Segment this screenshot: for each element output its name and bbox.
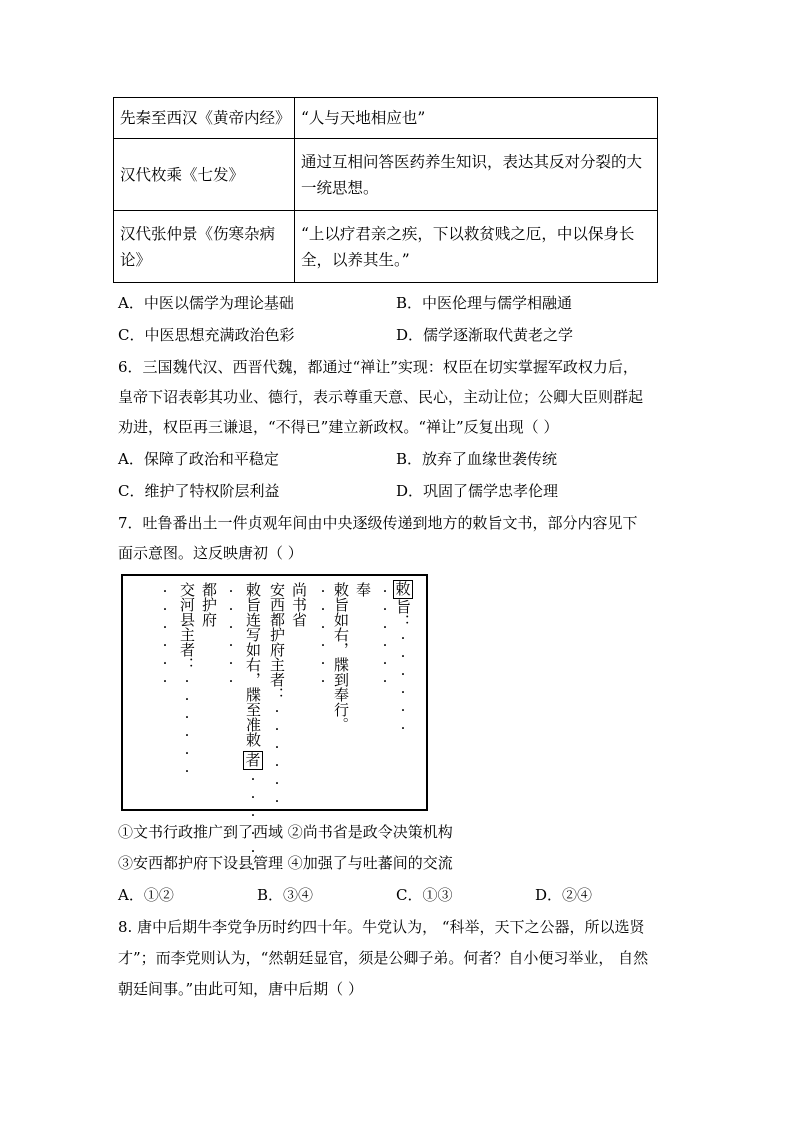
- q7-statements-1-2: ①文书行政推广到了西域 ②尚书省是政令决策机构: [118, 823, 453, 841]
- doc-column-text: 敕旨连写如右，牒至准敕: [244, 582, 262, 747]
- doc-column-text: 奉: [354, 582, 372, 597]
- doc-column-text: ······: [244, 770, 262, 878]
- doc-column: [353, 582, 373, 601]
- doc-column: [331, 582, 351, 736]
- table-cell-content: “人与天地相应也”: [295, 98, 658, 139]
- doc-column-text: 都护府: [200, 582, 218, 627]
- table-cell-source: 汉代张仲景《伤寒杂病论》: [114, 211, 295, 283]
- doc-column-text: 交河县主者：······: [178, 582, 196, 780]
- table-row: [114, 211, 658, 283]
- table-cell-source: 汉代枚乘《七发》: [114, 139, 295, 211]
- q6-option-d: D．巩固了儒学忠孝伦理: [396, 482, 559, 500]
- q8-stem-line-2: 才”；而李党则认为，“然朝廷显官，须是公卿子弟。何者？自小便习举业， 自然: [118, 949, 649, 967]
- table-row: [114, 98, 658, 139]
- q5-option-d: D．儒学逐渐取代黄老之学: [396, 326, 574, 344]
- doc-column-text: 安西都护府主者：······: [268, 582, 286, 810]
- q7-option-a: A．①②: [118, 886, 174, 904]
- doc-column-text: ······: [222, 582, 240, 690]
- table-row: [114, 139, 658, 211]
- q7-option-d: D．②④: [535, 886, 593, 904]
- doc-column: [393, 580, 413, 741]
- q5-option-b: B．中医伦理与儒学相融通: [396, 294, 573, 312]
- doc-column-text: 敕旨如右，牒到奉行。: [332, 582, 350, 732]
- doc-column: [221, 582, 241, 694]
- doc-column: [155, 582, 175, 694]
- q8-stem-line-3: 朝廷间事。”由此可知，唐中后期（ ）: [118, 980, 363, 998]
- q8-stem-line-1: 8. 唐中后期牛李党争历时约四十年。牛党认为， “科举，天下之公器，所以选贤: [118, 918, 645, 936]
- source-table: [113, 97, 658, 283]
- q7-option-b: B．③④: [257, 886, 314, 904]
- q6-option-c: C．维护了特权阶层利益: [118, 482, 280, 500]
- q6-option-a: A．保障了政治和平稳定: [118, 450, 279, 468]
- doc-column: [289, 582, 309, 631]
- q6-option-b: B．放弃了血缘世袭传统: [396, 450, 558, 468]
- q6-stem-line-3: 劝进，权臣再三谦退，“不得已”建立新政权。“禅让”反复出现（ ）: [118, 418, 559, 436]
- q5-option-a: A．中医以儒学为理论基础: [118, 294, 294, 312]
- doc-boxed-char: 敕: [393, 580, 413, 599]
- q7-stem-line-2: 面示意图。这反映唐初（ ）: [118, 544, 303, 562]
- q7-option-c: C．①③: [396, 886, 453, 904]
- table-cell-source: 先秦至西汉《黄帝内经》: [114, 98, 295, 139]
- doc-column-text: ······: [376, 582, 394, 690]
- doc-column: [267, 582, 287, 814]
- q6-stem-line-1: 6．三国魏代汉、西晋代魏，都通过“禅让”实现：权臣在切实掌握军政权力后，: [118, 358, 638, 376]
- doc-column-text: ······: [156, 582, 174, 690]
- q6-stem-line-2: 皇帝下诏表彰其功业、德行，表示尊重天意、民心，主动让位；公卿大臣则群起: [118, 388, 644, 406]
- doc-column: [177, 582, 197, 784]
- doc-column-text: 尚书省: [290, 582, 308, 627]
- doc-boxed-char: 者: [243, 751, 263, 770]
- doc-column: [199, 582, 219, 631]
- doc-column: [375, 582, 395, 694]
- q7-stem-line-1: 7．吐鲁番出土一件贞观年间由中央逐级传递到地方的敕旨文书，部分内容见下: [118, 514, 638, 532]
- doc-column: [313, 582, 333, 694]
- table-cell-content: “上以疗君亲之疾，下以救贫贱之厄，中以保身长全，以养其生。”: [295, 211, 658, 283]
- table-cell-content: 通过互相问答医药养生知识，表达其反对分裂的大一统思想。: [295, 139, 658, 211]
- doc-column-text: ······: [314, 582, 332, 690]
- doc-column-text: 旨：······: [394, 599, 412, 737]
- q7-statements-3-4: ③安西都护府下设县管理 ④加强了与吐蕃间的交流: [118, 854, 453, 872]
- q5-option-c: C．中医思想充满政治色彩: [118, 326, 295, 344]
